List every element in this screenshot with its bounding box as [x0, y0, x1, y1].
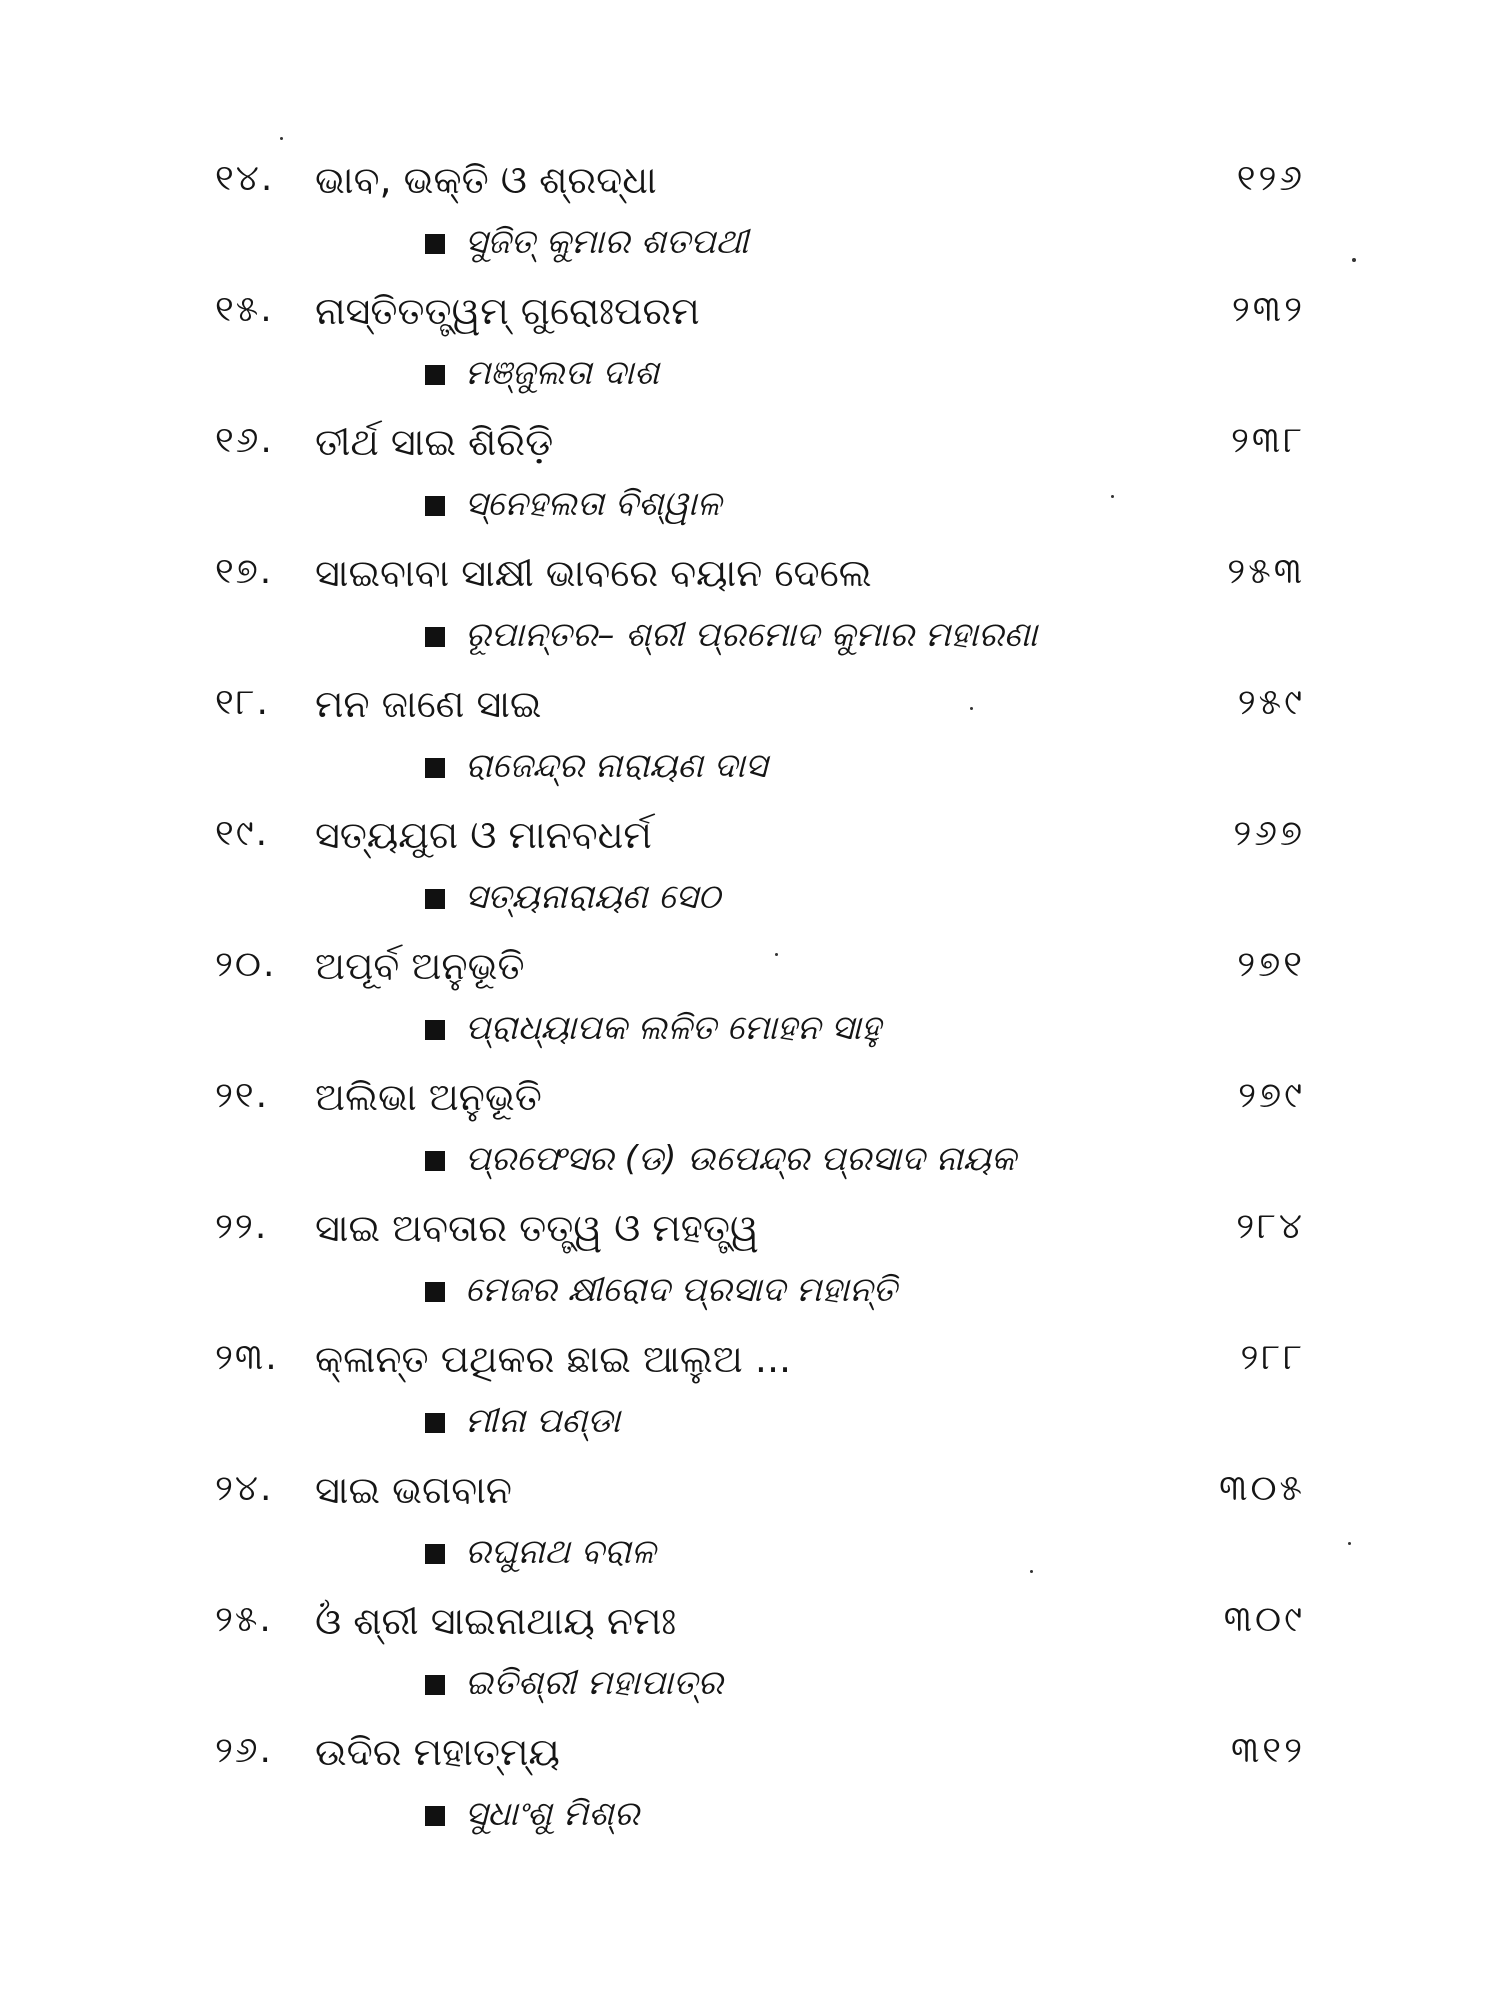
entry-title: ଓଁ ଶ୍ରୀ ସାଇନାଥାୟ ନମଃ [315, 1599, 677, 1643]
toc-entry-21 [215, 1067, 1305, 1198]
entry-page-number: ୨୭୯ [1238, 1075, 1305, 1116]
entry-author: ରଘୁନାଥ ବରାଳ [465, 1532, 656, 1572]
scan-speck [1352, 258, 1356, 262]
entry-title-row [215, 1067, 1305, 1133]
entry-author-row [425, 1657, 1185, 1717]
entry-title: ଭାବ, ଭକ୍ତି ଓ ଶ୍ରଦ୍ଧା [315, 158, 657, 202]
entry-page-number: ୨୮୪ [1236, 1206, 1305, 1247]
entry-title-row [215, 1591, 1305, 1657]
entry-number: ୨୧. [215, 1075, 270, 1116]
square-bullet-icon [425, 234, 445, 254]
entry-number: ୧୪. [215, 158, 275, 199]
toc-entry-22 [215, 1198, 1305, 1329]
entry-author: ରାଜେନ୍ଦ୍ର ନାରାୟଣ ଦାସ [465, 746, 768, 786]
entry-author: ମେଜର କ୍ଷୀରୋଦ ପ୍ରସାଦ ମହାନ୍ତି [465, 1270, 897, 1310]
entry-title: ମନ ଜାଣେ ସାଇ [315, 682, 542, 726]
entry-title: ଅଲିଭା ଅନୁଭୂତି [315, 1075, 542, 1119]
entry-page-number: ୩୧୨ [1231, 1730, 1305, 1771]
entry-author-row [425, 1002, 1185, 1062]
scan-speck [280, 137, 283, 140]
entry-title: ସାଇ ଅବତାର ତତ୍ତ୍ୱ ଓ ମହତ୍ତ୍ୱ [315, 1206, 759, 1250]
entry-title-row [215, 674, 1305, 740]
entry-title-row [215, 805, 1305, 871]
entry-author-row [425, 871, 1185, 931]
scan-speck [970, 707, 973, 710]
toc-entry-14 [215, 150, 1305, 281]
entry-number: ୧୭. [215, 551, 274, 592]
entry-title-row [215, 1329, 1305, 1395]
entry-author: ସୁଜିତ୍ କୁମାର ଶତପଥୀ [465, 222, 749, 262]
square-bullet-icon [425, 889, 445, 909]
entry-author-row [425, 740, 1185, 800]
scan-speck [1348, 1542, 1351, 1545]
entry-number: ୨୫. [215, 1599, 273, 1640]
entry-number: ୨୪. [215, 1468, 274, 1509]
table-of-contents [215, 150, 1305, 1853]
square-bullet-icon [425, 1544, 445, 1564]
entry-author: ସୁଧାଂଶୁ ମିଶ୍ର [465, 1794, 640, 1834]
scan-speck [1111, 495, 1114, 498]
entry-title-row [215, 936, 1305, 1002]
toc-entry-25 [215, 1591, 1305, 1722]
toc-entry-26 [215, 1722, 1305, 1853]
entry-number: ୧୫. [215, 289, 274, 330]
toc-entry-16 [215, 412, 1305, 543]
entry-author: ସତ୍ୟନାରାୟଣ ସେଠ [465, 877, 721, 917]
toc-entry-18 [215, 674, 1305, 805]
square-bullet-icon [425, 1413, 445, 1433]
toc-entry-19 [215, 805, 1305, 936]
entry-author-row [425, 216, 1185, 276]
square-bullet-icon [425, 627, 445, 647]
entry-author-row [425, 609, 1185, 669]
square-bullet-icon [425, 1020, 445, 1040]
entry-author-row [425, 1526, 1185, 1586]
entry-author: ରୂପାନ୍ତର– ଶ୍ରୀ ପ୍ରମୋଦ କୁମାର ମହାରଣା [465, 615, 1038, 655]
entry-author-row [425, 347, 1185, 407]
entry-page-number: ୩୦୯ [1223, 1599, 1305, 1640]
entry-number: ୨୨. [215, 1206, 269, 1247]
toc-entry-23 [215, 1329, 1305, 1460]
entry-title: ସାଇବାବା ସାକ୍ଷୀ ଭାବରେ ବୟାନ ଦେଲେ [315, 551, 872, 595]
entry-title-row [215, 1722, 1305, 1788]
entry-title: ନାସ୍ତିତତ୍ତ୍ୱମ୍ ଗୁରୋଃପରମ [315, 289, 700, 333]
entry-page-number: ୩୦୫ [1219, 1468, 1305, 1509]
entry-page-number: ୧୨୬ [1236, 158, 1305, 199]
entry-title: କ୍ଳାନ୍ତ ପଥିକର ଛାଇ ଆଲୁଅ ... [315, 1337, 792, 1381]
entry-title-row [215, 412, 1305, 478]
entry-title-row [215, 281, 1305, 347]
square-bullet-icon [425, 1151, 445, 1171]
entry-title-row [215, 543, 1305, 609]
entry-author: ପ୍ରାଧ୍ୟାପକ ଲଳିତ ମୋହନ ସାହୁ [465, 1008, 881, 1048]
toc-entry-15 [215, 281, 1305, 412]
entry-author-row [425, 1133, 1185, 1193]
entry-author-row [425, 478, 1185, 538]
square-bullet-icon [425, 1675, 445, 1695]
entry-title: ତୀର୍ଥ ସାଇ ଶିରିଡ଼ି [315, 420, 554, 464]
entry-title: ଅପୂର୍ବ ଅନୁଭୂତି [315, 944, 525, 988]
entry-author: ସ୍ନେହଲତା ବିଶ୍ୱାଳ [465, 484, 722, 524]
entry-title: ଉଦିର ମହାତ୍ମ୍ୟ [315, 1730, 560, 1774]
entry-number: ୧୮. [215, 682, 270, 723]
scan-speck [775, 953, 778, 956]
scan-speck [1030, 1570, 1033, 1573]
entry-number: ୨୬. [215, 1730, 273, 1771]
square-bullet-icon [425, 365, 445, 385]
entry-page-number: ୨୬୭ [1233, 813, 1305, 854]
entry-number: ୨୦. [215, 944, 277, 985]
entry-number: ୨୩. [215, 1337, 279, 1378]
toc-entry-17 [215, 543, 1305, 674]
entry-author-row [425, 1264, 1185, 1324]
toc-entry-20 [215, 936, 1305, 1067]
entry-page-number: ୨୫୩ [1227, 551, 1305, 592]
entry-page-number: ୨୭୧ [1237, 944, 1305, 985]
entry-author-row [425, 1395, 1185, 1455]
entry-page-number: ୨୩୮ [1230, 420, 1305, 461]
entry-number: ୧୬. [215, 420, 274, 461]
entry-author: ପ୍ରଫେସର (ଡ) ଉପେନ୍ଦ୍ର ପ୍ରସାଦ ନାୟକ [465, 1139, 1016, 1179]
toc-entry-24 [215, 1460, 1305, 1591]
square-bullet-icon [425, 1806, 445, 1826]
entry-title: ସତ୍ୟଯୁଗ ଓ ମାନବଧର୍ମ [315, 813, 652, 857]
entry-author: ମୀନା ପଣ୍ଡା [465, 1401, 621, 1441]
square-bullet-icon [425, 758, 445, 778]
entry-title-row [215, 1198, 1305, 1264]
entry-author: ମଞ୍ଜୁଲତା ଦାଶ [465, 353, 659, 393]
entry-author: ଇତିଶ୍ରୀ ମହାପାତ୍ର [465, 1663, 724, 1703]
entry-title-row [215, 1460, 1305, 1526]
entry-number: ୧୯. [215, 813, 270, 854]
entry-author-row [425, 1788, 1185, 1848]
entry-title: ସାଇ ଭଗବାନ [315, 1468, 512, 1512]
entry-page-number: ୨୫୯ [1237, 682, 1305, 723]
square-bullet-icon [425, 1282, 445, 1302]
entry-page-number: ୨୮୮ [1240, 1337, 1305, 1378]
entry-page-number: ୨୩୨ [1231, 289, 1305, 330]
square-bullet-icon [425, 496, 445, 516]
entry-title-row [215, 150, 1305, 216]
